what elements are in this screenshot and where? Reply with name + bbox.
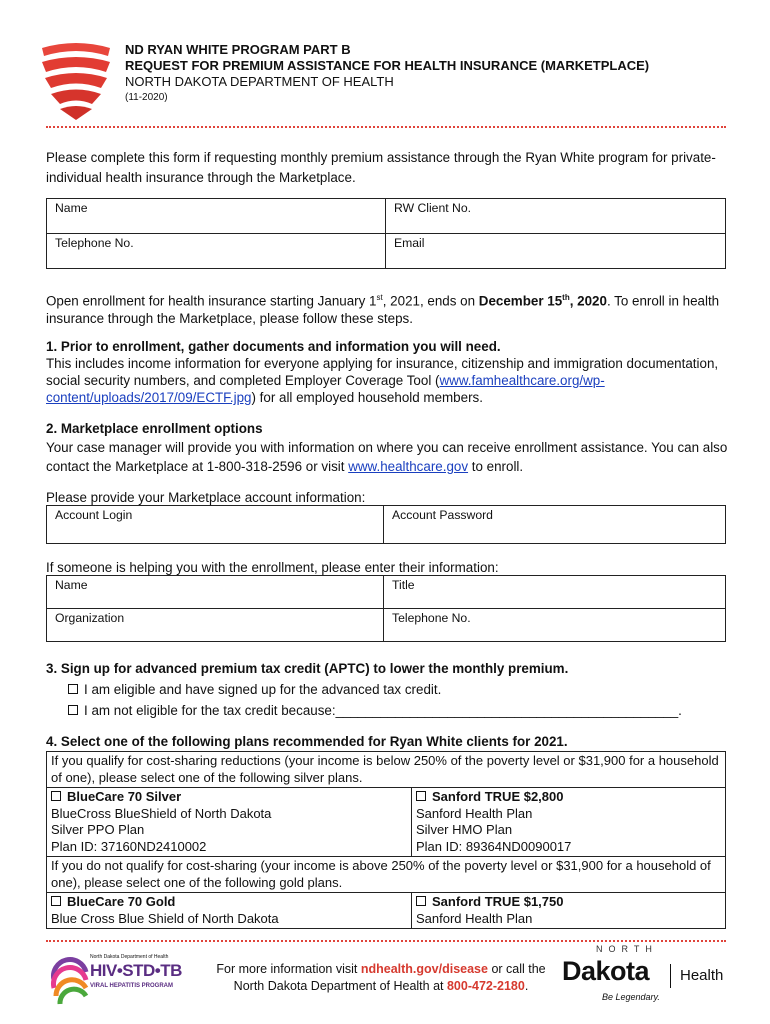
checkbox-bluecare-70-silver[interactable] [51,791,61,801]
footer-text-1: For more information visit [216,962,361,976]
nd-logo-separator [670,964,671,988]
helper-prompt: If someone is helping you with the enrollment, please enter their information: [46,560,499,575]
step4-heading: 4. Select one of the following plans recommended for Ryan White clients for 2021. [46,734,568,749]
step2-heading: 2. Marketplace enrollment options [46,421,263,436]
gold-intro: If you do not qualify for cost-sharing (your income is above 250% of the poverty level or $31,900 for a household of one), please select one of the following gold plans. [47,857,726,893]
plan-insurer: BlueCross BlueShield of North Dakota [51,805,272,821]
checkbox-eligible[interactable] [68,684,78,694]
plan-insurer: Sanford Health Plan [416,805,533,821]
aptc-option-not-eligible[interactable] [68,702,682,719]
plan-sanford-true-1750[interactable] [412,893,726,929]
silver-intro: If you qualify for cost-sharing reductions (your income is below 250% of the poverty level or $31,900 for a household of one), please select one of the following silver plans. [47,752,726,788]
form-revision: (11-2020) [125,92,168,103]
hiv-std-tb-logo [50,950,190,1010]
plan-bluecare-70-gold[interactable] [47,893,412,929]
step1-heading: 1. Prior to enrollment, gather documents and information you will need. [46,339,501,354]
helper-organization-field[interactable] [47,609,384,642]
step1-body-text: This includes income information for everyone applying for insurance, citizenship and immigration documentation, social security numbers, and completed Employer Coverage Tool ( [46,356,719,388]
helper-name-field[interactable] [47,576,384,609]
aptc-option-eligible[interactable] [68,681,441,698]
north-dakota-health-logo [562,944,732,1008]
footer-phone[interactable]: 800-472-2180 [446,979,525,993]
plan-id: Plan ID: 37160ND2410002 [51,838,207,854]
rw-client-number-field[interactable] [386,199,726,234]
aptc-option-eligible-label: I am eligible and have signed up for the advanced tax credit. [84,682,442,697]
header-divider [46,126,726,128]
plan-title: Sanford TRUE $1,750 [432,894,564,909]
checkbox-sanford-true-1750[interactable] [416,896,426,906]
helper-title-label: Title [392,578,415,592]
account-password-label: Account Password [392,508,493,522]
plans-table [46,751,726,929]
plan-title: Sanford TRUE $2,800 [432,789,564,804]
ryan-white-shield-logo [36,40,116,122]
hiv-logo-top: North Dakota Department of Health [90,954,169,960]
footer-text-2: or call the [487,962,546,976]
plan-title: BlueCare 70 Gold [67,894,176,909]
checkbox-bluecare-70-gold[interactable] [51,896,61,906]
footer-contact [196,961,566,995]
helper-telephone-field[interactable] [384,609,726,642]
client-name-field[interactable] [47,199,386,234]
rw-client-number-label: RW Client No. [394,201,471,215]
client-telephone-field[interactable] [47,234,386,269]
intro-text: Please complete this form if requesting monthly premium assistance through the Ryan White program for private-individual health insurance through the Marketplace. [46,150,716,185]
step1-body [46,355,728,406]
helper-telephone-label: Telephone No. [392,611,471,625]
footer-divider [46,940,726,942]
program-title: ND RYAN WHITE PROGRAM PART B [125,42,351,57]
step2-body-end: to enroll. [468,459,524,474]
form-header [125,42,649,106]
client-name-label: Name [55,201,88,215]
aptc-option-not-eligible-label: I am not eligible for the tax credit because:______________________________________________. [84,703,682,718]
plan-type: Silver HMO Plan [416,822,513,837]
enrollment-deadline-year: , 2020 [569,293,607,309]
helper-title-field[interactable] [384,576,726,609]
ndhealth-link[interactable]: ndhealth.gov/disease [360,962,488,976]
footer-text-4: . [524,979,529,993]
client-email-field[interactable] [386,234,726,269]
hiv-logo-sub: VIRAL HEPATITIS PROGRAM [90,983,174,989]
nd-logo-dakota: Dakota [562,956,650,986]
account-table [46,505,726,544]
step1-body-end: ) for all employed household members. [251,390,483,405]
enrollment-deadline: December 15 [478,293,563,309]
plan-bluecare-70-silver[interactable] [47,788,412,857]
step3-heading: 3. Sign up for advanced premium tax credit (APTC) to lower the monthly premium. [46,661,569,676]
nd-logo-north: NORTH [596,944,658,954]
step2-body [46,438,728,476]
enrollment-sup1: st [376,293,383,302]
healthcare-gov-link[interactable]: www.healthcare.gov [348,459,469,474]
client-telephone-label: Telephone No. [55,236,134,250]
plan-insurer: Sanford Health Plan [416,910,533,926]
helper-organization-label: Organization [55,611,125,625]
department-name: NORTH DAKOTA DEPARTMENT OF HEALTH [125,74,394,89]
nd-logo-health: Health [680,967,724,984]
form-title: REQUEST FOR PREMIUM ASSISTANCE FOR HEALTH INSURANCE (MARKETPLACE) [125,58,650,73]
plan-title: BlueCare 70 Silver [67,789,182,804]
account-login-label: Account Login [55,508,133,522]
client-email-label: Email [394,236,425,250]
program-arc-graphic [50,950,90,1010]
enrollment-part3: . To enroll in health insurance through the Marketplace, please follow these steps. [46,293,720,327]
client-info-table [46,198,726,269]
account-login-field[interactable] [47,506,384,544]
enrollment-text [46,289,726,328]
checkbox-not-eligible[interactable] [68,705,78,715]
hiv-logo-main: HIV•STD•TB [90,961,182,980]
checkbox-sanford-true-2800[interactable] [416,791,426,801]
helper-name-label: Name [55,578,88,592]
plan-type: Silver PPO Plan [51,822,145,837]
footer-text-3: North Dakota Department of Health at [233,979,447,993]
enrollment-sup2: th [562,293,570,302]
plan-sanford-true-2800[interactable] [412,788,726,857]
enrollment-part1: Open enrollment for health insurance starting January 1 [46,293,377,309]
helper-table [46,575,726,642]
nd-logo-tagline: Be Legendary. [602,992,660,1002]
account-prompt: Please provide your Marketplace account information: [46,490,366,505]
plan-insurer: Blue Cross Blue Shield of North Dakota [51,910,279,926]
step2-body-text: Your case manager will provide you with information on where you can receive enrollment assistance. You can also contact the Marketplace at 1-800-318-2596 or visit [46,440,728,474]
plan-id: Plan ID: 89364ND0090017 [416,838,572,854]
ectf-link[interactable]: www.famhealthcare.org/wp-content/uploads/2017/09/ECTF.jpg [46,373,605,405]
enrollment-part2: , 2021, ends on [382,293,479,309]
account-password-field[interactable] [384,506,726,544]
